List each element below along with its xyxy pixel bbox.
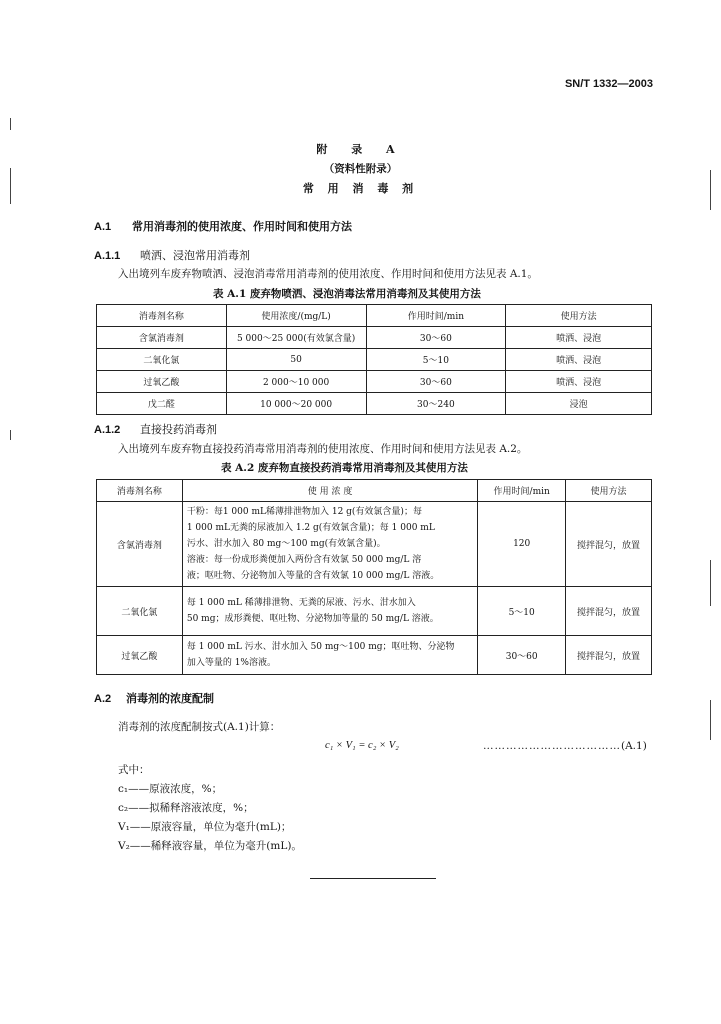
table-cell: 含氯消毒剂 — [97, 502, 183, 587]
section-title: 常用消毒剂的使用浓度、作用时间和使用方法 — [132, 220, 352, 233]
variable-item: V₂——稀释液容量，单位为毫升(mL)。 — [118, 840, 302, 852]
formula-number — [483, 740, 647, 752]
header-cell: 消毒剂名称 — [97, 480, 183, 502]
section-a2-heading — [94, 690, 214, 706]
table-cell: 120 — [478, 502, 566, 587]
variables-intro: 式中： — [118, 764, 150, 776]
table-cell: 30～60 — [478, 636, 566, 675]
table-cell: 50 — [226, 349, 366, 371]
table-cell: 30～240 — [366, 393, 506, 415]
table-cell: 含氯消毒剂 — [97, 327, 227, 349]
section-number: A.1.2 — [94, 424, 121, 436]
annex-name: 常 用 消 毒 剂 — [302, 182, 419, 195]
table-cell: 5 000～25 000(有效氯含量) — [226, 327, 366, 349]
table-cell — [182, 587, 477, 636]
table-row — [97, 587, 652, 636]
header-cell: 使用方法 — [506, 305, 652, 327]
section-number: A.1 — [94, 221, 112, 233]
annex-title: 附 录 A — [316, 143, 405, 156]
table-cell: 2 000～10 000 — [226, 371, 366, 393]
table1-caption: 表 A.1 废弃物喷洒、浸泡消毒法常用消毒剂及其使用方法 — [213, 288, 481, 300]
table2-caption: 表 A.2 废弃物直接投药消毒常用消毒剂及其使用方法 — [221, 462, 468, 474]
cell-line: 干粉：每1 000 mL稀薄排泄物加入 12 g(有效氯含量)；每 — [186, 507, 422, 517]
table-cell: 二氧化氯 — [97, 587, 183, 636]
table-cell: 过氧乙酸 — [97, 636, 183, 675]
table-row — [97, 393, 652, 415]
document-id: SN/T 1332—2003 — [564, 78, 653, 90]
section-a11-text: 入出境列车废弃物喷洒、浸泡消毒常用消毒剂的使用浓度、作用时间和使用方法见表 A.1。 — [118, 268, 538, 280]
cell-line: 溶液：每一份成形粪便加入两份含有效氯 50 000 mg/L 溶 — [186, 555, 422, 565]
section-title: 喷洒、浸泡常用消毒剂 — [140, 249, 250, 262]
header-cell: 作用时间/min — [366, 305, 506, 327]
header-cell: 使用方法 — [566, 480, 652, 502]
variable-item: c₂——拟稀释溶液浓度，%； — [118, 802, 254, 814]
annex-type: （资料性附录） — [323, 163, 398, 175]
scan-mark — [10, 118, 11, 130]
table-cell: 喷洒、浸泡 — [506, 349, 652, 371]
leader-dots: ……………………………… — [483, 740, 621, 752]
table-header-row — [97, 480, 652, 502]
cell-line: 1 000 mL无粪的尿液加入 1.2 g(有效氯含量)；每 1 000 mL — [186, 523, 435, 533]
section-a12-text: 入出境列车废弃物直接投药消毒常用消毒剂的使用浓度、作用时间和使用方法见表 A.2。 — [118, 443, 528, 455]
variable-item: V₁——原液容量，单位为毫升(mL)； — [118, 821, 292, 833]
cell-line: 每 1 000 mL 稀薄排泄物、无粪的尿液、污水、泔水加入 — [186, 598, 416, 608]
scan-mark — [10, 430, 11, 440]
formula-label: (A.1) — [621, 740, 647, 752]
section-a12-heading — [94, 421, 217, 437]
table-cell: 戊二醛 — [97, 393, 227, 415]
section-a1-heading — [94, 218, 352, 234]
section-title: 消毒剂的浓度配制 — [126, 692, 214, 705]
table-a2 — [96, 479, 652, 675]
table-cell: 喷洒、浸泡 — [506, 371, 652, 393]
header-cell: 作用时间/min — [478, 480, 566, 502]
table-cell — [182, 636, 477, 675]
table-row — [97, 502, 652, 587]
cell-line: 50 mg；成形粪便、呕吐物、分泌物加等量的 50 mg/L 溶液。 — [186, 614, 439, 624]
table-cell: 搅拌混匀，放置 — [566, 636, 652, 675]
section-a2-text: 消毒剂的浓度配制按式(A.1)计算： — [118, 721, 281, 733]
header-cell: 使 用 浓 度 — [182, 480, 477, 502]
table-row — [97, 349, 652, 371]
header-cell: 消毒剂名称 — [97, 305, 227, 327]
table-cell: 搅拌混匀，放置 — [566, 502, 652, 587]
cell-line: 液；呕吐物、分泌物加入等量的含有效氯 10 000 mg/L 溶液。 — [186, 571, 440, 581]
section-a11-heading — [94, 247, 250, 263]
header-cell: 使用浓度/(mg/L) — [226, 305, 366, 327]
section-number: A.2 — [94, 693, 112, 705]
table-cell — [182, 502, 477, 587]
scan-mark — [710, 560, 711, 606]
table-row — [97, 327, 652, 349]
table-row — [97, 636, 652, 675]
table-cell: 5～10 — [478, 587, 566, 636]
table-a1 — [96, 304, 652, 415]
end-rule — [310, 878, 436, 879]
table-cell: 二氧化氯 — [97, 349, 227, 371]
table-cell: 10 000～20 000 — [226, 393, 366, 415]
table-row — [97, 371, 652, 393]
table-cell: 5～10 — [366, 349, 506, 371]
formula-expression: c₁ × V₁ = c₂ × V₂ — [325, 740, 399, 751]
variable-item: c₁——原液浓度，%； — [118, 783, 223, 795]
table-cell: 喷洒、浸泡 — [506, 327, 652, 349]
table-cell: 搅拌混匀，放置 — [566, 587, 652, 636]
section-title: 直接投药消毒剂 — [140, 423, 217, 436]
table-cell: 过氧乙酸 — [97, 371, 227, 393]
table-header-row — [97, 305, 652, 327]
table-cell: 30～60 — [366, 327, 506, 349]
table-cell: 30～60 — [366, 371, 506, 393]
table-cell: 浸泡 — [506, 393, 652, 415]
cell-line: 每 1 000 mL 污水、泔水加入 50 mg～100 mg；呕吐物、分泌物 — [186, 642, 455, 652]
scan-mark — [710, 700, 711, 740]
section-number: A.1.1 — [94, 250, 121, 262]
cell-line: 污水、泔水加入 80 mg～100 mg(有效氯含量)。 — [186, 539, 386, 549]
cell-line: 加入等量的 1%溶液。 — [186, 658, 276, 668]
